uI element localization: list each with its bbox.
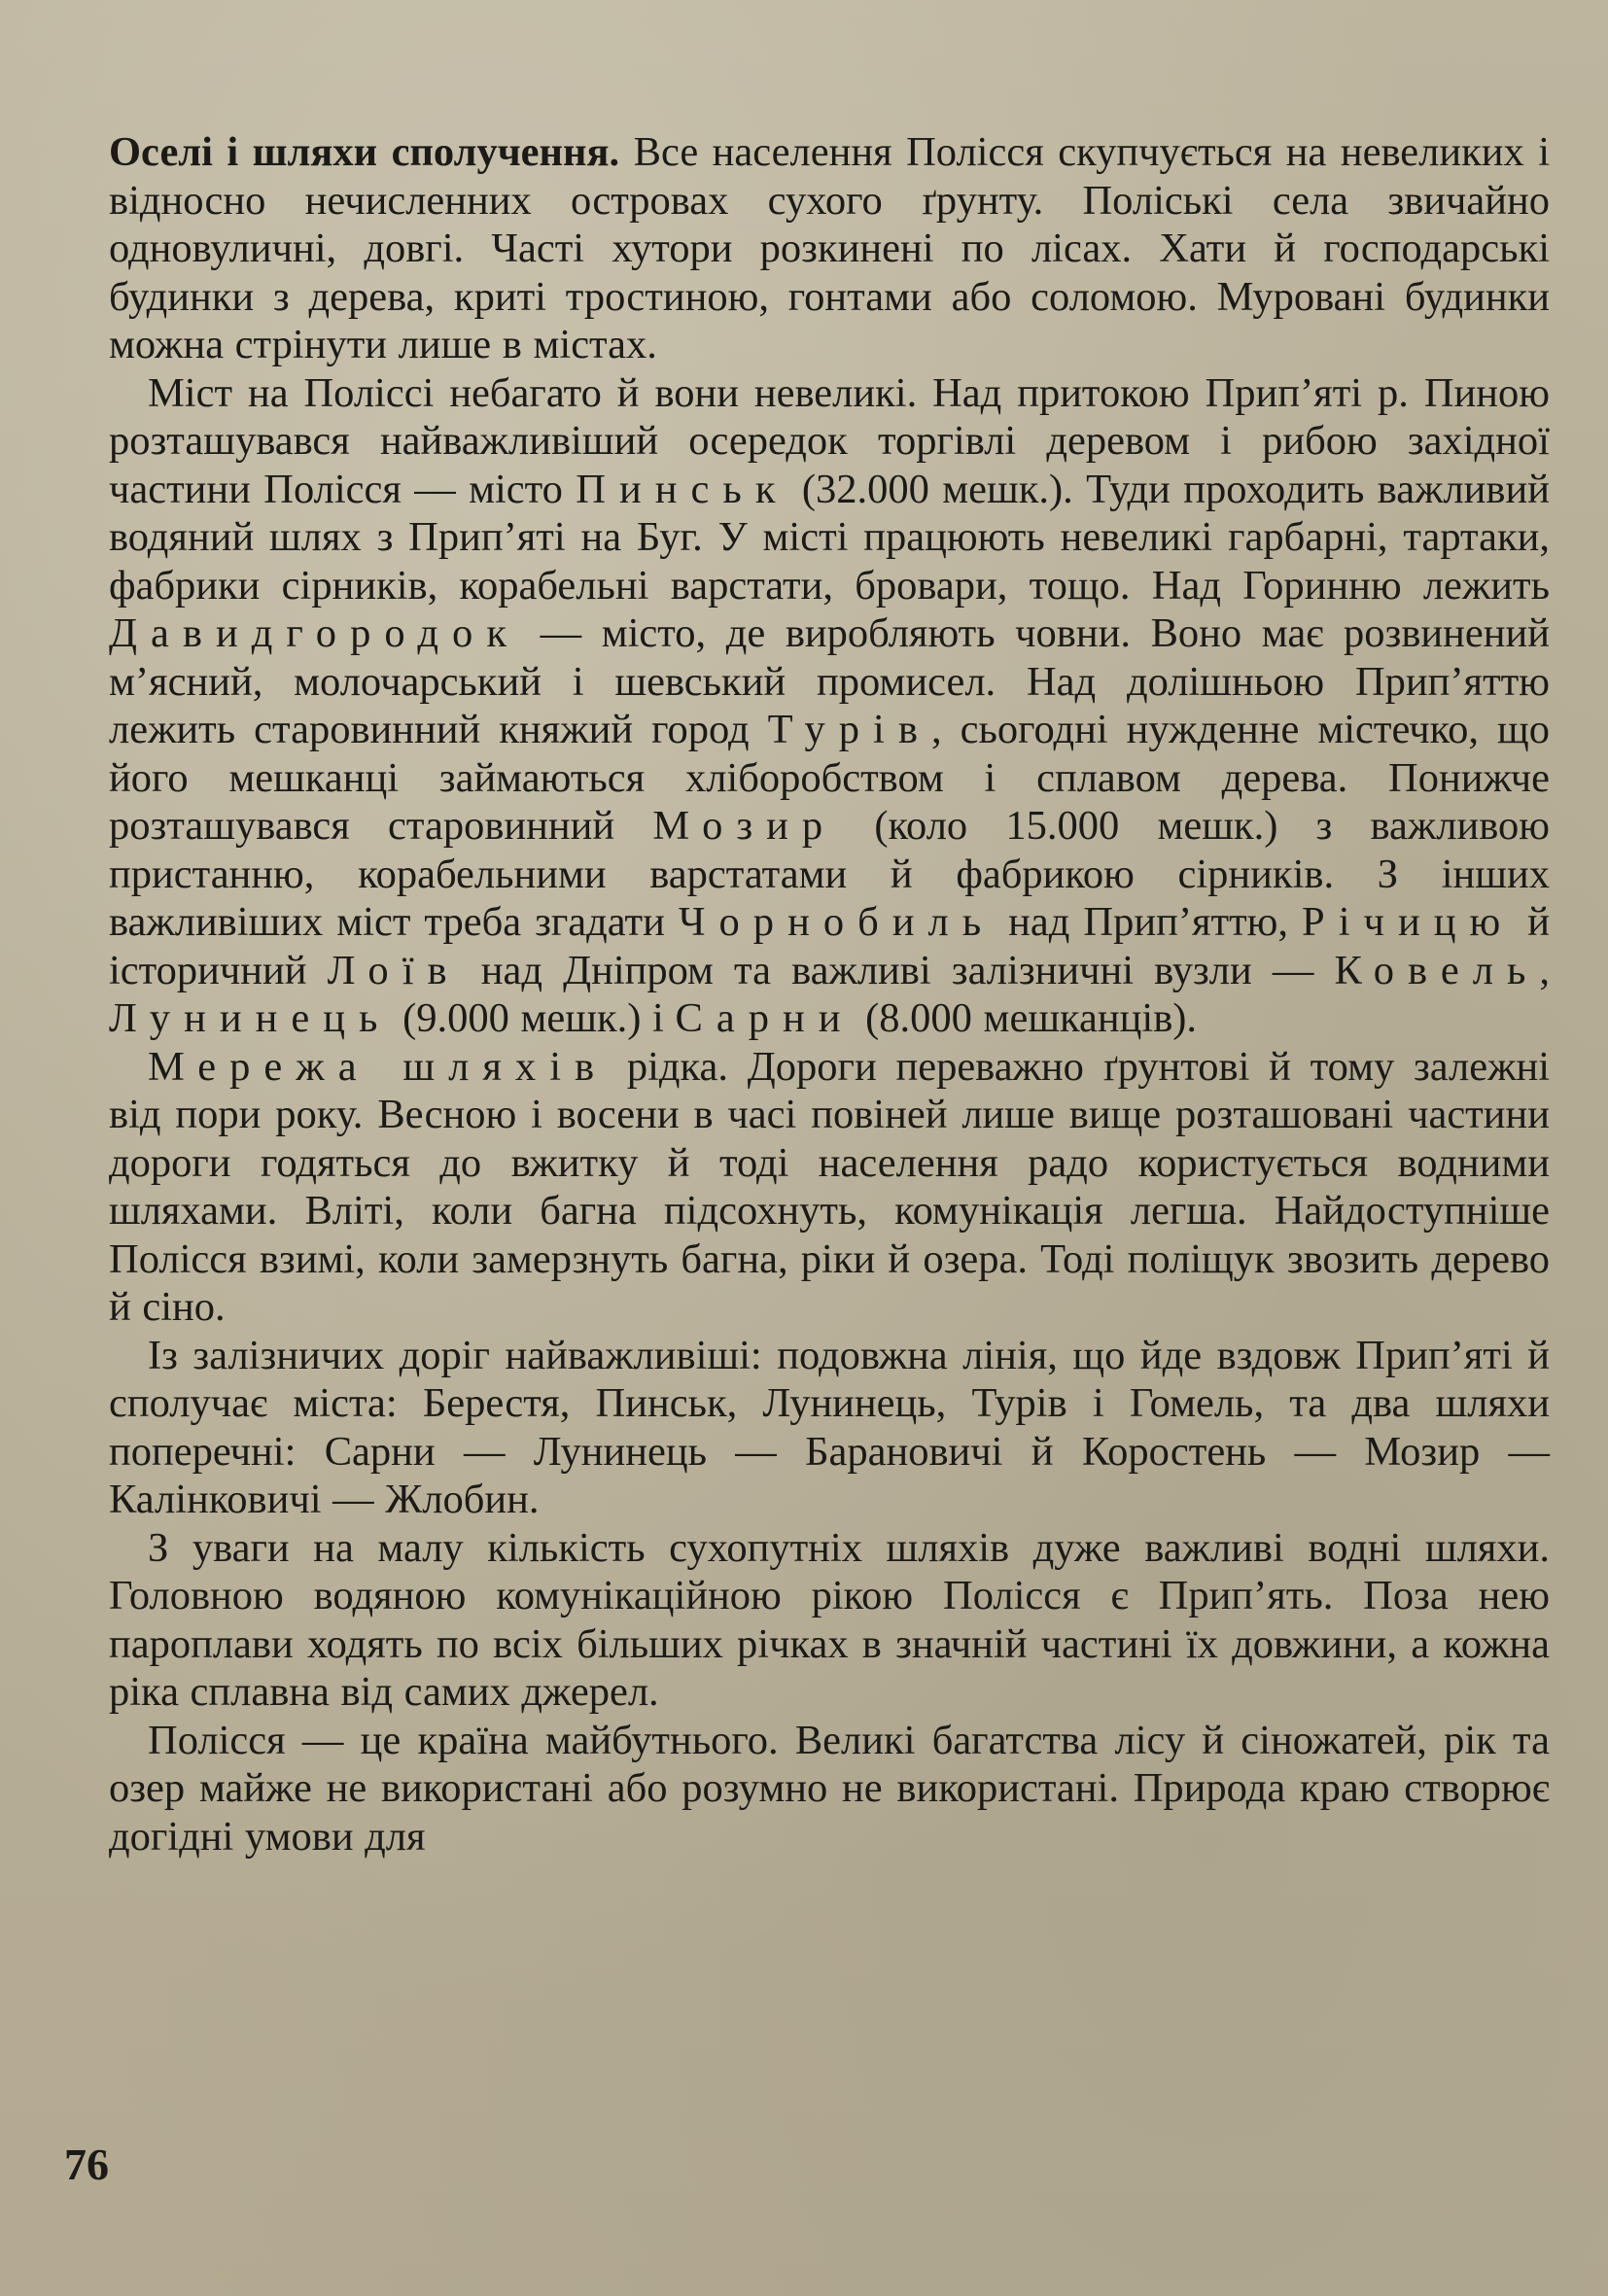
paragraph-text: й історичний bbox=[109, 899, 1550, 993]
paragraph-text: З уваги на малу кількість сухопутніх шляхів дуже важливі водні шляхи. Головною водяною комунікаційною рікою Полісся є Прип’ять. Поза нею пароплави ходять по всіх більших річках в значній частині їх довжини, а кожна ріка сплавна від самих джерел. bbox=[109, 1524, 1550, 1715]
paragraph-text: — місто, де виробляють човни. Воно має розвинений м’ясний, молочарський і шевський промисел. Над долішньою Прип’яттю лежить старовинний княжий город bbox=[109, 610, 1550, 752]
paragraph-text: над Прип’яттю, bbox=[995, 899, 1303, 945]
paragraph-text: (9.000 мешк.) і bbox=[391, 995, 676, 1041]
spaced-name-sarny: Сарни bbox=[675, 995, 855, 1041]
paragraph-text: (32.000 мешк.). Туди проходить важливий водяний шлях з Прип’яті на Буг. У місті працюють невеликі гарбарні, тартаки, фабрики сірників, корабельні варстати, бровари, тощо. Над Горинню лежить bbox=[109, 466, 1550, 609]
spaced-name-luninets: Лунинець bbox=[109, 995, 392, 1041]
paragraph-text: , сьогодні нужденне містечко, що його мешканці займаються хліборобством і сплавом дерева. Понижче розташувався старовинний bbox=[109, 707, 1550, 849]
spaced-name-kovel: Ковель bbox=[1334, 947, 1540, 993]
paragraph-towns bbox=[109, 369, 1550, 1043]
spaced-name-chornobyl: Чорнобиль bbox=[678, 899, 996, 945]
paragraph-text: Полісся — це країна майбутнього. Великі багатства лісу й сіножатей, рік та озер майже не використані або розумно не використані. Природа краю створює догідні умови для bbox=[109, 1717, 1550, 1860]
paragraph-roads bbox=[109, 1043, 1550, 1332]
spaced-name-richytsia: Річицю bbox=[1302, 899, 1515, 945]
spaced-name-loiv: Лоїв bbox=[327, 947, 461, 993]
paragraph-text: над Дніпром та важливі залізничні вузли — bbox=[460, 947, 1335, 993]
text-block bbox=[109, 128, 1550, 1861]
spaced-name-mozyr: Мозир bbox=[652, 803, 837, 849]
paragraph-text: Все населення Полісся скупчується на невеликих і відносно нечисленних островах сухого ґрунту. Поліські села звичайно одновуличні, довгі. Часті хутори розкинені по лісах. Хати й господарські будинки з дерева, криті тростиною, гонтами або соломою. Муровані будинки можна стрінути лише в містах. bbox=[109, 129, 1551, 367]
paragraph-settlements bbox=[109, 128, 1550, 369]
paragraph-text: рідка. Дороги переважно ґрунтові й тому залежні від пори року. Весною і восени в часі повіней лише вище розташовані частини дороги годяться до вжитку й тоді населення радо користується водними шляхами. Вліті, коли багна підсохнуть, комунікація легша. Найдоступніше Полісся взимі, коли замерзнуть багна, ріки й озера. Тоді поліщук звозить дерево й сіно. bbox=[109, 1043, 1550, 1330]
paragraph-text: , bbox=[1539, 947, 1550, 993]
spaced-name-davydhorodok: Давидгородок bbox=[109, 610, 521, 656]
spaced-name-turiv: Турів bbox=[767, 707, 931, 752]
spaced-name-pinsk: Пинськ bbox=[576, 466, 789, 512]
paragraph-text: (8.000 мешканців). bbox=[854, 995, 1198, 1041]
page-number: 76 bbox=[64, 2139, 109, 2189]
paragraph-text: Міст на Поліссі небагато й вони невеликі. Над притокою Прип’яті р. Пиною розташувався найважливіший осередок торгівлі деревом і рибою західної частини Полісся — місто bbox=[109, 369, 1550, 512]
paragraph-text: Із залізничих доріг найважливіші: подовжна лінія, що йде вздовж Прип’яті й сполучає міста: Берестя, Пинськ, Лунинець, Турів і Гомель, та два шляхи поперечні: Сарни — Лунинець — Барановичі й Коростень — Мозир — Калінковичі — Жлобин. bbox=[109, 1332, 1550, 1522]
paragraph-text: (коло 15.000 мешк.) з важливою пристанню, корабельними варстатами й фабрикою сірників. З інших важливіших міст треба згадати bbox=[109, 803, 1550, 945]
paragraph-future bbox=[109, 1717, 1550, 1861]
section-heading: Оселі і шляхи сполучення. bbox=[109, 129, 620, 175]
spaced-term-road-network: Мережа шляхів bbox=[148, 1043, 609, 1090]
paragraph-waterways bbox=[109, 1524, 1550, 1717]
paragraph-railways bbox=[109, 1332, 1550, 1524]
